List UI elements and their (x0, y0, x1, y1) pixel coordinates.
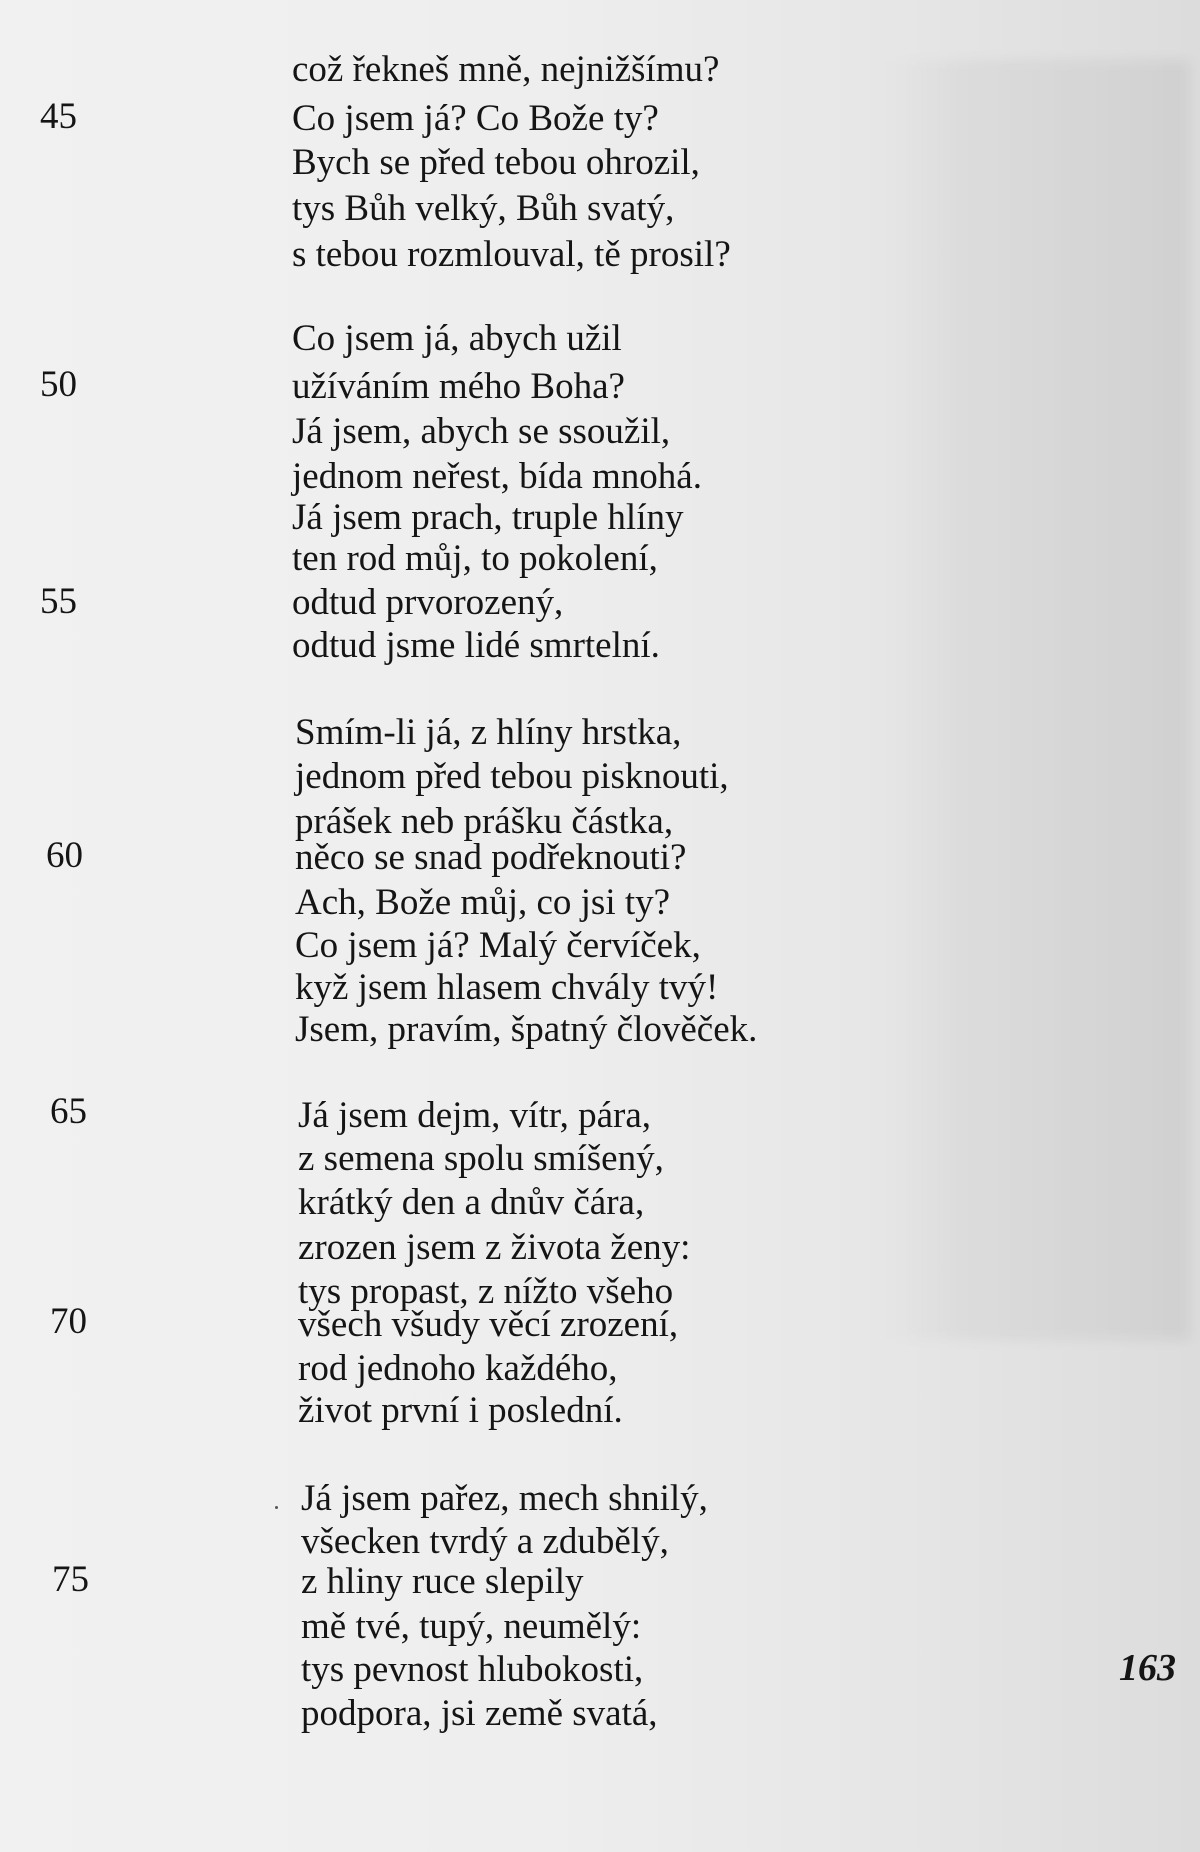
verse-line: z hliny ruce slepily (301, 1561, 584, 1602)
verse-line: Smím-li já, z hlíny hrstka, (295, 712, 682, 753)
verse-line: tys pevnost hlubokosti, (301, 1649, 644, 1690)
verse-line: podpora, jsi země svatá, (301, 1693, 658, 1734)
verse-line: zrozen jsem z života ženy: (298, 1227, 691, 1268)
verse-line: tys Bůh velký, Bůh svatý, (292, 188, 675, 229)
verse-line: všecken tvrdý a zdubělý, (301, 1521, 669, 1562)
page-number: 163 (1119, 1647, 1176, 1689)
verse-line: Já jsem dejm, vítr, pára, (298, 1095, 651, 1136)
verse-line: Já jsem pařez, mech shnilý, (301, 1478, 708, 1519)
line-number: 45 (40, 96, 77, 137)
verse-line: což řekneš mně, nejnižšímu? (292, 49, 720, 90)
line-number: 60 (46, 835, 83, 876)
verse-line: krátký den a dnův čára, (298, 1182, 645, 1223)
line-number: 75 (52, 1559, 89, 1600)
verse-line: odtud prvorozený, (292, 582, 564, 623)
verse-line: jednom před tebou pisknouti, (295, 756, 729, 797)
verse-line: prášek neb prášku částka, (295, 801, 674, 842)
line-number: 55 (40, 581, 77, 622)
verse-line: ten rod můj, to pokolení, (292, 538, 658, 579)
verse-line: Ach, Bože můj, co jsi ty? (295, 882, 671, 923)
verse-line: Já jsem prach, truple hlíny (292, 497, 684, 538)
line-number: 50 (40, 364, 77, 405)
verse-line: všech všudy věcí zrození, (298, 1304, 679, 1345)
verse-line: Co jsem já, abych užil (292, 318, 622, 359)
show-through-text (880, 60, 1190, 1340)
verse-line: odtud jsme lidé smrtelní. (292, 625, 660, 666)
verse-line: kyž jsem hlasem chvály tvý! (295, 967, 719, 1008)
verse-line: Bych se před tebou ohrozil, (292, 142, 700, 183)
verse-line: Já jsem, abych se ssoužil, (292, 411, 671, 452)
verse-line: Co jsem já? Co Bože ty? (292, 98, 659, 139)
dot-mark (275, 1506, 278, 1509)
verse-line: mě tvé, tupý, neumělý: (301, 1606, 642, 1647)
verse-line: život první i poslední. (298, 1390, 623, 1431)
verse-line: s tebou rozmlouval, tě prosil? (292, 234, 731, 275)
verse-line: Co jsem já? Malý červíček, (295, 925, 701, 966)
verse-line: něco se snad podřeknouti? (295, 837, 687, 878)
verse-line: užíváním mého Boha? (292, 366, 625, 407)
verse-line: z semena spolu smíšený, (298, 1138, 664, 1179)
line-number: 70 (50, 1301, 87, 1342)
verse-line: Jsem, pravím, špatný člověček. (295, 1009, 758, 1050)
verse-line: rod jednoho každého, (298, 1348, 618, 1389)
line-number: 65 (50, 1091, 87, 1132)
verse-line: jednom neřest, bída mnohá. (292, 456, 702, 497)
verse-line: tys propast, z nížto všeho (298, 1271, 674, 1312)
